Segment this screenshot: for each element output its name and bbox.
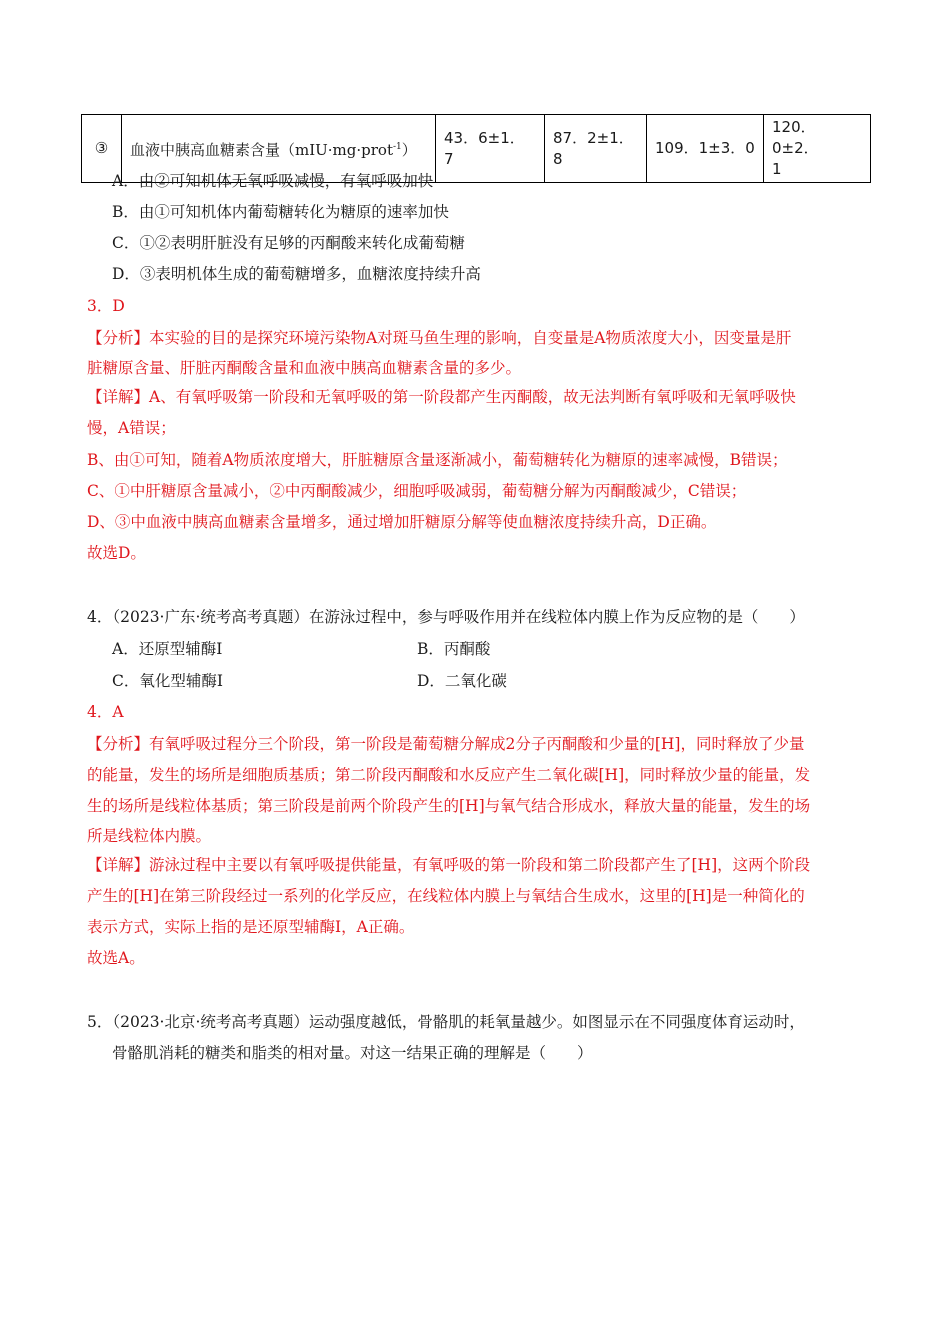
- q3-detail-line: 慢，A错误；: [87, 419, 176, 437]
- q4-analysis-line: 生的场所是线粒体基质；第三阶段是前两个阶段产生的[H]与氧气结合形成水，释放大量的能量，发生的场: [87, 797, 811, 815]
- cell-value: 120．0±2． 1: [764, 115, 871, 183]
- q3-analysis-line: 【分析】本实验的目的是探究环境污染物A对斑马鱼生理的影响，自变量是A物质浓度大小，因变量是肝: [87, 329, 792, 347]
- q3-detail-line: D、③中血液中胰高血糖素含量增多，通过增加肝糖原分解等使血糖浓度持续升高，D正确。: [87, 513, 717, 531]
- q3-option-a: A．由②可知机体无氧呼吸减慢，有氧呼吸加快: [112, 172, 434, 190]
- q3-option-d: D．③表明机体生成的葡萄糖增多，血糖浓度持续升高: [112, 265, 481, 283]
- q4-analysis-line: 所是线粒体内膜。: [87, 827, 212, 845]
- q4-analysis-line: 的能量，发生的场所是细胞质基质；第二阶段丙酮酸和水反应产生二氧化碳[H]，同时释放少量的能量，发: [87, 766, 811, 784]
- q3-answer: 3．D: [87, 297, 125, 315]
- q3-option-b: B．由①可知机体内葡萄糖转化为糖原的速率加快: [112, 203, 449, 221]
- q4-option-c: C．氧化型辅酶Ⅰ: [112, 672, 223, 690]
- cell-value: 87．2±1． 8: [545, 115, 647, 183]
- q4-analysis-line: 【分析】有氧呼吸过程分三个阶段，第一阶段是葡萄糖分解成2分子丙酮酸和少量的[H]，同时释放了少量: [87, 735, 805, 753]
- q3-detail-line: 故选D。: [87, 544, 146, 562]
- q4-detail-line: 【详解】游泳过程中主要以有氧呼吸提供能量，有氧呼吸的第一阶段和第二阶段都产生了[H]，这两个阶段: [87, 856, 811, 874]
- row-label-text: 血液中胰高血糖素含量（mIU·mg·prot: [130, 140, 393, 159]
- row-label-sup: -1: [393, 141, 402, 152]
- q4-stem: 4．（2023·广东·统考高考真题）在游泳过程中，参与呼吸作用并在线粒体内膜上作为反应物的是（ ）: [87, 608, 805, 626]
- q5-stem-line: 骨骼肌消耗的糖类和脂类的相对量。对这一结果正确的理解是（ ）: [112, 1044, 593, 1062]
- q3-detail-line: 【详解】A、有氧呼吸第一阶段和无氧呼吸的第一阶段都产生丙酮酸，故无法判断有氧呼吸和无氧呼吸快: [87, 388, 796, 406]
- q4-option-b: B．丙酮酸: [417, 640, 491, 658]
- row-index: ③: [82, 115, 122, 183]
- cell-value: 109．1±3．0: [647, 115, 764, 183]
- q3-detail-line: B、由①可知，随着A物质浓度增大，肝脏糖原含量逐渐减小，葡萄糖转化为糖原的速率减慢，B错误；: [87, 451, 788, 469]
- row-label-close: ）: [401, 140, 417, 159]
- cell-value: 43．6±1． 7: [436, 115, 545, 183]
- q4-detail-line: 故选A。: [87, 949, 145, 967]
- q4-option-d: D．二氧化碳: [417, 672, 507, 690]
- q3-option-c: C．①②表明肝脏没有足够的丙酮酸来转化成葡萄糖: [112, 234, 465, 252]
- q4-option-a: A．还原型辅酶Ⅰ: [112, 640, 223, 658]
- q4-detail-line: 表示方式，实际上指的是还原型辅酶Ⅰ，A正确。: [87, 918, 415, 936]
- q3-analysis-line: 脏糖原含量、肝脏丙酮酸含量和血液中胰高血糖素含量的多少。: [87, 359, 522, 377]
- q3-detail-line: C、①中肝糖原含量减小，②中丙酮酸减少，细胞呼吸减弱，葡萄糖分解为丙酮酸减少，C错误；: [87, 482, 747, 500]
- q5-stem-line: 5．（2023·北京·统考高考真题）运动强度越低，骨骼肌的耗氧量越少。如图显示在不同强度体育运动时，: [87, 1013, 805, 1031]
- q4-detail-line: 产生的[H]在第三阶段经过一系列的化学反应，在线粒体内膜上与氧结合生成水，这里的[H]是一种简化的: [87, 887, 805, 905]
- q4-answer: 4．A: [87, 703, 124, 721]
